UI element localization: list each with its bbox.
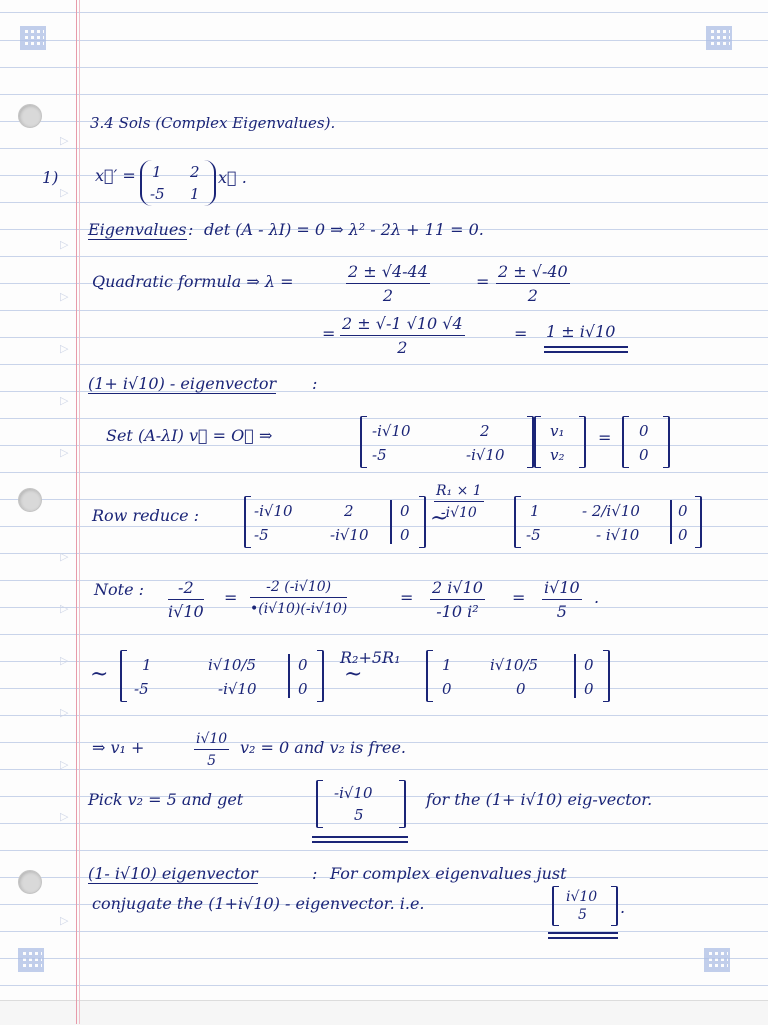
matrix-entry: -i√10 xyxy=(218,680,257,698)
characteristic-equation: det (A - λI) = 0 ⇒ λ² - 2λ + 11 = 0. xyxy=(204,220,484,239)
row-operation: R₂+5R₁ xyxy=(340,648,401,667)
perforation-mark: ▷ xyxy=(60,290,69,303)
eigenvector-heading: (1+ i√10) - eigenvector xyxy=(88,374,277,393)
matrix-entry: -i√10 xyxy=(330,526,369,544)
matrix-entry: 2 xyxy=(190,163,200,181)
fraction-denominator: -i√10 xyxy=(440,505,477,521)
punch-hole-top xyxy=(18,104,42,128)
note-fraction-4 xyxy=(542,580,582,620)
perforation-mark: ▷ xyxy=(60,186,69,199)
matrix-entry: - 2/i√10 xyxy=(582,502,640,520)
vector-entry: v₁ xyxy=(550,422,565,440)
coefficient-matrix xyxy=(360,416,534,468)
fraction-denominator: 2 xyxy=(527,286,538,305)
equals-sign: = xyxy=(598,428,612,447)
fraction-denominator: i√10 xyxy=(168,602,204,621)
perforation-mark: ▷ xyxy=(60,394,69,407)
margin-line xyxy=(76,0,77,1024)
augment-bar xyxy=(288,654,290,698)
double-underline xyxy=(312,841,408,843)
matrix-entry: 0 xyxy=(298,680,308,698)
fraction-numerator: -2 (-i√10) xyxy=(250,580,347,598)
equals-sign: = xyxy=(476,272,490,291)
zero-vector xyxy=(622,416,670,468)
perforation-mark: ▷ xyxy=(60,654,69,667)
fraction-denominator: 2 xyxy=(397,338,408,357)
page-code-bottom-left xyxy=(18,948,44,972)
matrix-entry: i√10/5 xyxy=(208,656,257,674)
pick-prefix: Pick v₂ = 5 and get xyxy=(88,790,244,809)
pick-suffix: for the (1+ i√10) eig-vector. xyxy=(426,790,653,809)
matrix-entry: i√10/5 xyxy=(490,656,539,674)
matrix-entry: 0 xyxy=(584,656,594,674)
matrix-entry: -5 xyxy=(372,446,387,464)
double-underline xyxy=(544,351,628,353)
period: . xyxy=(620,898,626,917)
augmented-matrix-1 xyxy=(244,496,426,548)
eigenvector-2-heading: (1- i√10) eigenvector xyxy=(88,864,258,883)
punch-hole-middle xyxy=(18,488,42,512)
conjugate-note-line-1: For complex eigenvalues just xyxy=(330,864,567,883)
system-lhs: x⃗′ = xyxy=(95,166,136,185)
matrix-entry: -i√10 xyxy=(254,502,293,520)
augment-bar xyxy=(390,500,392,544)
fraction-numerator: 2 ± √-1 √10 √4 xyxy=(340,316,465,336)
set-label: Set (A-λI) v⃗ = O⃗ ⇒ xyxy=(106,426,273,445)
fraction-numerator: 2 i√10 xyxy=(430,580,485,600)
perforation-mark: ▷ xyxy=(60,238,69,251)
fraction-denominator: -10 i² xyxy=(436,602,479,621)
perforation-mark: ▷ xyxy=(60,914,69,927)
system-rhs: x⃗ . xyxy=(218,168,247,187)
note-fraction-2 xyxy=(250,580,347,616)
page-title: 3.4 Sols (Complex Eigenvalues). xyxy=(90,114,336,132)
unknown-vector xyxy=(534,416,586,468)
vector-entry: 5 xyxy=(578,907,587,923)
fraction-denominator: 2 xyxy=(382,286,394,305)
vector-entry: 0 xyxy=(639,422,649,440)
perforation-mark: ▷ xyxy=(60,134,69,147)
perforation-mark: ▷ xyxy=(60,758,69,771)
matrix-entry: -5 xyxy=(150,185,165,203)
matrix-entry: 1 xyxy=(190,185,200,203)
fraction-numerator: 2 ± √-40 xyxy=(496,264,570,284)
matrix-entry: 2 xyxy=(480,422,490,440)
row-equivalent-symbol: ~ xyxy=(90,662,109,687)
row-equivalent-symbol: ~ xyxy=(344,662,363,687)
double-underline xyxy=(548,932,618,934)
period: . xyxy=(594,588,600,607)
matrix-entry: 0 xyxy=(584,680,594,698)
perforation-mark: ▷ xyxy=(60,810,69,823)
matrix-entry: -5 xyxy=(134,680,149,698)
matrix-entry: 1 xyxy=(142,656,152,674)
fraction-denominator: •(i√10)(-i√10) xyxy=(250,601,348,617)
implies-suffix: v₂ = 0 and v₂ is free. xyxy=(240,738,407,757)
matrix-entry: - i√10 xyxy=(596,526,640,544)
fraction-numerator: i√10 xyxy=(542,580,582,600)
matrix-entry: 2 xyxy=(344,502,354,520)
perforation-mark: ▷ xyxy=(60,706,69,719)
perforation-mark: ▷ xyxy=(60,446,69,459)
matrix-entry: 1 xyxy=(442,656,452,674)
matrix-entry: 0 xyxy=(678,502,688,520)
quadratic-fraction-2 xyxy=(496,264,570,304)
next-page-edge xyxy=(0,1000,768,1025)
eigenvector-1 xyxy=(316,780,406,828)
row-reduce-label: Row reduce : xyxy=(92,506,200,525)
quadratic-fraction-1 xyxy=(346,264,430,304)
problem-number: 1) xyxy=(42,168,59,187)
augmented-matrix-2 xyxy=(514,496,702,548)
matrix-entry: -5 xyxy=(254,526,269,544)
matrix-entry: -i√10 xyxy=(466,446,505,464)
vector-entry: 0 xyxy=(639,446,649,464)
matrix-entry: -i√10 xyxy=(372,422,411,440)
perforation-mark: ▷ xyxy=(60,342,69,355)
note-label: Note : xyxy=(94,580,145,599)
perforation-mark: ▷ xyxy=(60,602,69,615)
implies-fraction xyxy=(194,732,229,768)
augmented-matrix-3 xyxy=(120,650,324,702)
eigenvalues-colon: : xyxy=(188,220,194,239)
matrix-entry: 0 xyxy=(516,680,526,698)
double-underline xyxy=(312,836,408,838)
page-code-top-right xyxy=(706,26,732,50)
fraction-numerator: -2 xyxy=(168,580,204,600)
matrix-entry: 1 xyxy=(152,163,162,181)
implies-prefix: ⇒ v₁ + xyxy=(92,738,145,757)
double-underline xyxy=(548,937,618,939)
equals-sign: = xyxy=(322,324,336,343)
matrix-entry: 0 xyxy=(400,526,410,544)
heading-separator: : xyxy=(312,864,318,883)
fraction-denominator: 5 xyxy=(556,602,567,621)
matrix-entry: 0 xyxy=(678,526,688,544)
eigenvalues-label: Eigenvalues xyxy=(88,220,187,239)
conjugate-note-line-2: conjugate the (1+i√10) - eigenvector. i.e. xyxy=(92,894,425,913)
fraction-numerator: i√10 xyxy=(194,732,229,750)
augment-bar xyxy=(670,500,672,544)
margin-line-inner xyxy=(79,0,80,1024)
eigenvector-2 xyxy=(552,886,618,926)
equals-sign: = xyxy=(400,588,414,607)
matrix-entry: -5 xyxy=(526,526,541,544)
fraction-numerator: 2 ± √4-44 xyxy=(346,264,430,284)
matrix-entry: 0 xyxy=(400,502,410,520)
vector-entry: i√10 xyxy=(566,889,598,905)
matrix-entry: 0 xyxy=(442,680,452,698)
equals-sign: = xyxy=(224,588,238,607)
vector-entry: 5 xyxy=(354,806,364,824)
vector-entry: v₂ xyxy=(550,446,565,464)
matrix-entry: 1 xyxy=(530,502,540,520)
augment-bar xyxy=(574,654,576,698)
vector-entry: -i√10 xyxy=(334,784,373,802)
equals-sign: = xyxy=(512,588,526,607)
system-matrix xyxy=(140,160,216,206)
equals-sign: = xyxy=(514,324,528,343)
page-code-bottom-right xyxy=(704,948,730,972)
augmented-matrix-4 xyxy=(426,650,610,702)
perforation-mark: ▷ xyxy=(60,550,69,563)
heading-colon: : xyxy=(312,374,318,393)
double-underline xyxy=(544,346,628,348)
fraction-numerator: R₁ × 1 xyxy=(434,484,484,502)
page-code-top-left xyxy=(20,26,46,50)
note-fraction-1 xyxy=(168,580,204,620)
matrix-entry: 0 xyxy=(298,656,308,674)
row-equivalent-symbol: ~ xyxy=(430,506,449,531)
fraction-denominator: 5 xyxy=(207,753,217,769)
quadratic-label: Quadratic formula ⇒ λ = xyxy=(92,272,294,291)
note-fraction-3 xyxy=(430,580,485,620)
punch-hole-bottom xyxy=(18,870,42,894)
quadratic-fraction-3 xyxy=(340,316,465,356)
eigenvalue-result: 1 ± i√10 xyxy=(546,322,616,341)
